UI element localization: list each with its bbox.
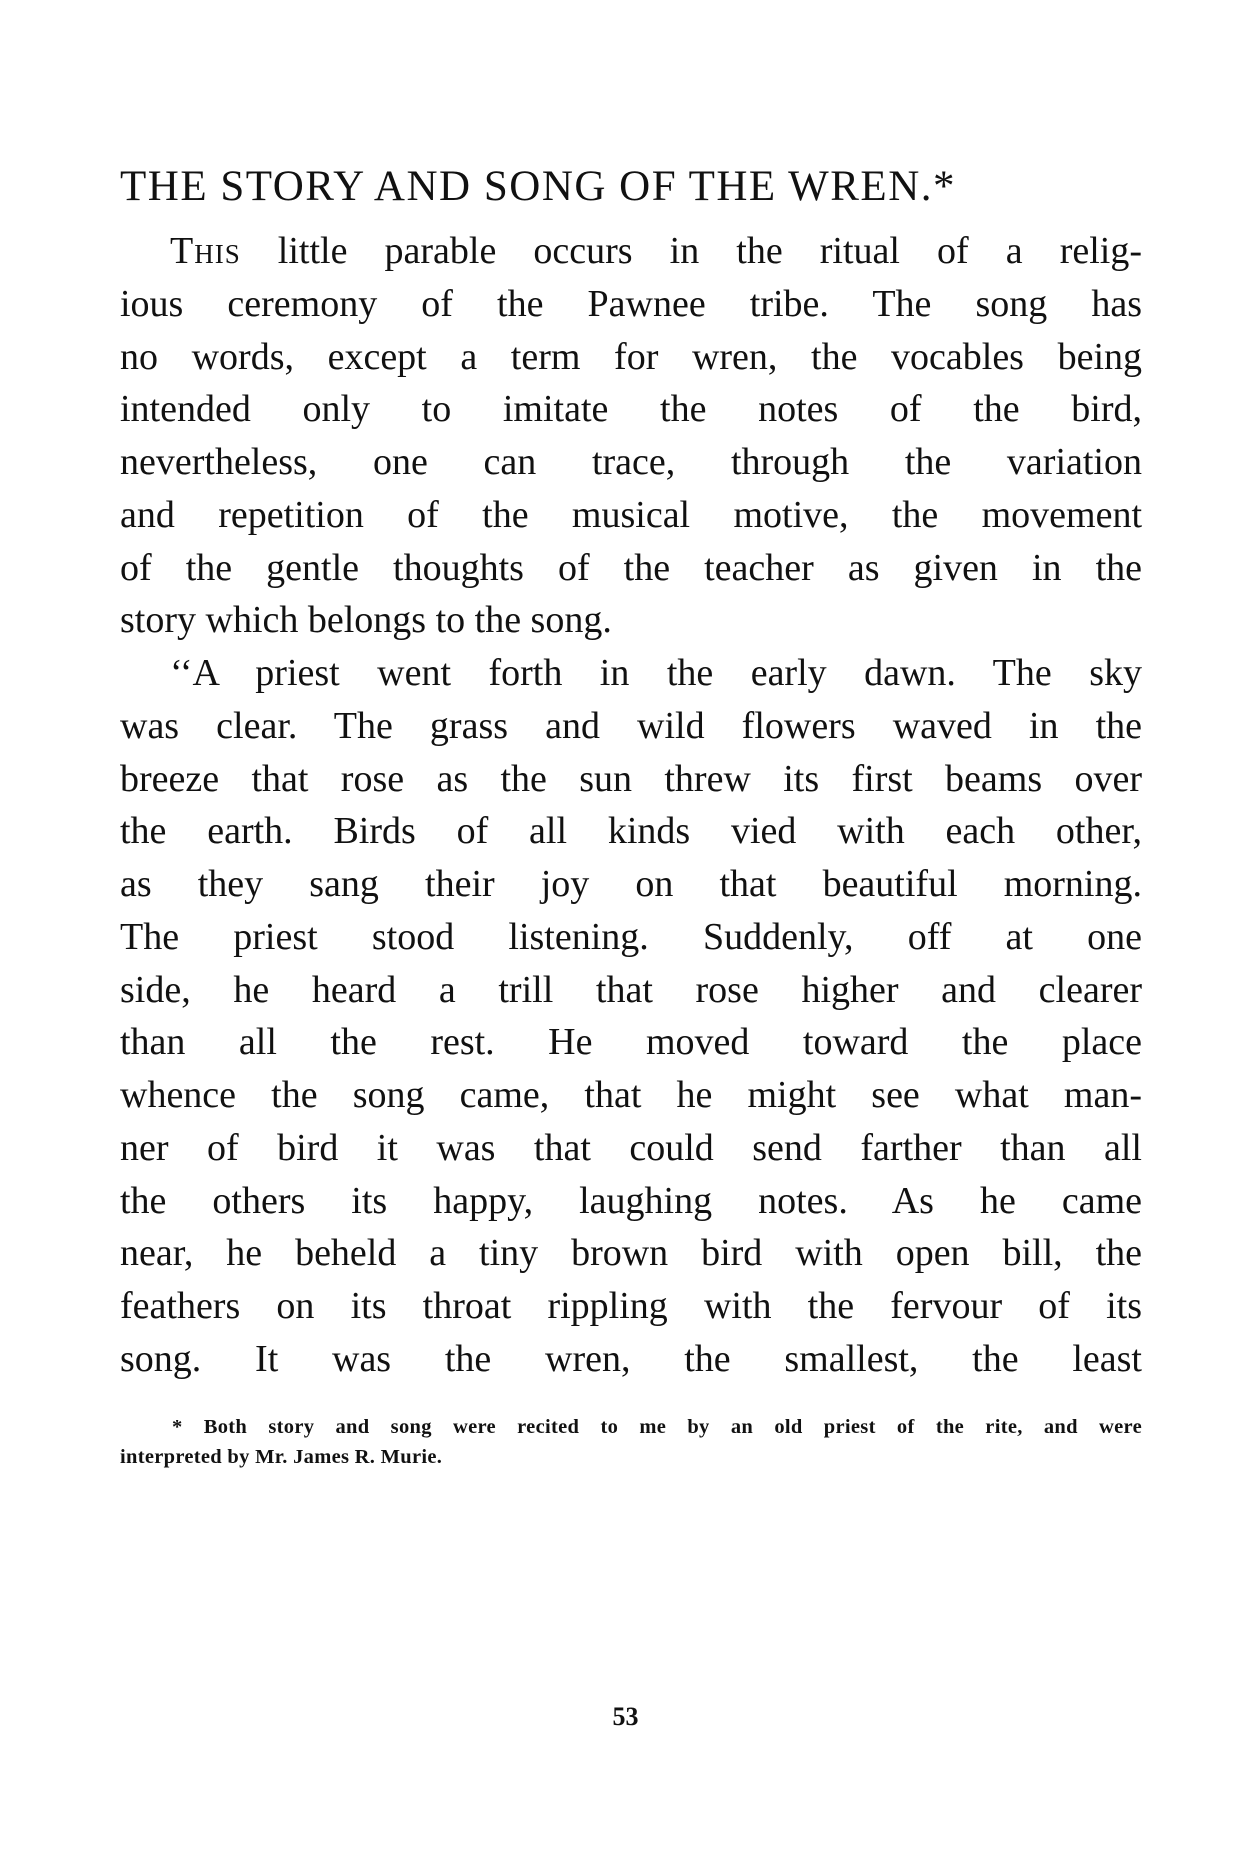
text-line: whence the song came, that he might see what man-	[120, 1074, 1142, 1116]
text-line: was clear. The grass and wild flowers waved in the	[120, 705, 1142, 747]
text-line: ious ceremony of the Pawnee tribe. The song has	[120, 283, 1142, 325]
text-line: no words, except a term for wren, the vocables being	[120, 336, 1142, 378]
text-line: as they sang their joy on that beautiful morning.	[120, 863, 1142, 905]
text-line-content: little parable occurs in the ritual of a relig-	[240, 230, 1142, 272]
text-line: breeze that rose as the sun threw its first beams over	[120, 758, 1142, 800]
text-line: feathers on its throat rippling with the fervour of its	[120, 1285, 1142, 1327]
page-number: 53	[612, 1702, 639, 1731]
text-line: The priest stood listening. Suddenly, off at one	[120, 916, 1142, 958]
text-line: the earth. Birds of all kinds vied with each other,	[120, 810, 1142, 852]
footnote-line: interpreted by Mr. James R. Murie.	[120, 1446, 443, 1468]
text-line: of the gentle thoughts of the teacher as given in the	[120, 547, 1142, 589]
text-line: ner of bird it was that could send farther than all	[120, 1127, 1142, 1169]
text-line: ‘‘A priest went forth in the early dawn. The sky	[170, 652, 1142, 694]
text-line: intended only to imitate the notes of the bird,	[120, 388, 1142, 430]
text-line: song. It was the wren, the smallest, the least	[120, 1338, 1142, 1380]
text-line: near, he beheld a tiny brown bird with open bill, the	[120, 1232, 1142, 1274]
chapter-title: THE STORY AND SONG OF THE WREN.*	[120, 163, 957, 210]
text-line: story which belongs to the song.	[120, 599, 612, 641]
lead-word: This	[170, 230, 241, 272]
text-line: the others its happy, laughing notes. As he came	[120, 1180, 1142, 1222]
text-line: side, he heard a trill that rose higher and clearer	[120, 969, 1142, 1011]
text-line	[170, 232, 1142, 270]
text-line: and repetition of the musical motive, the movement	[120, 494, 1142, 536]
footnote-line: * Both story and song were recited to me by an old priest of the rite, and were	[172, 1416, 1142, 1438]
text-line: nevertheless, one can trace, through the variation	[120, 441, 1142, 483]
text-line: than all the rest. He moved toward the place	[120, 1021, 1142, 1063]
